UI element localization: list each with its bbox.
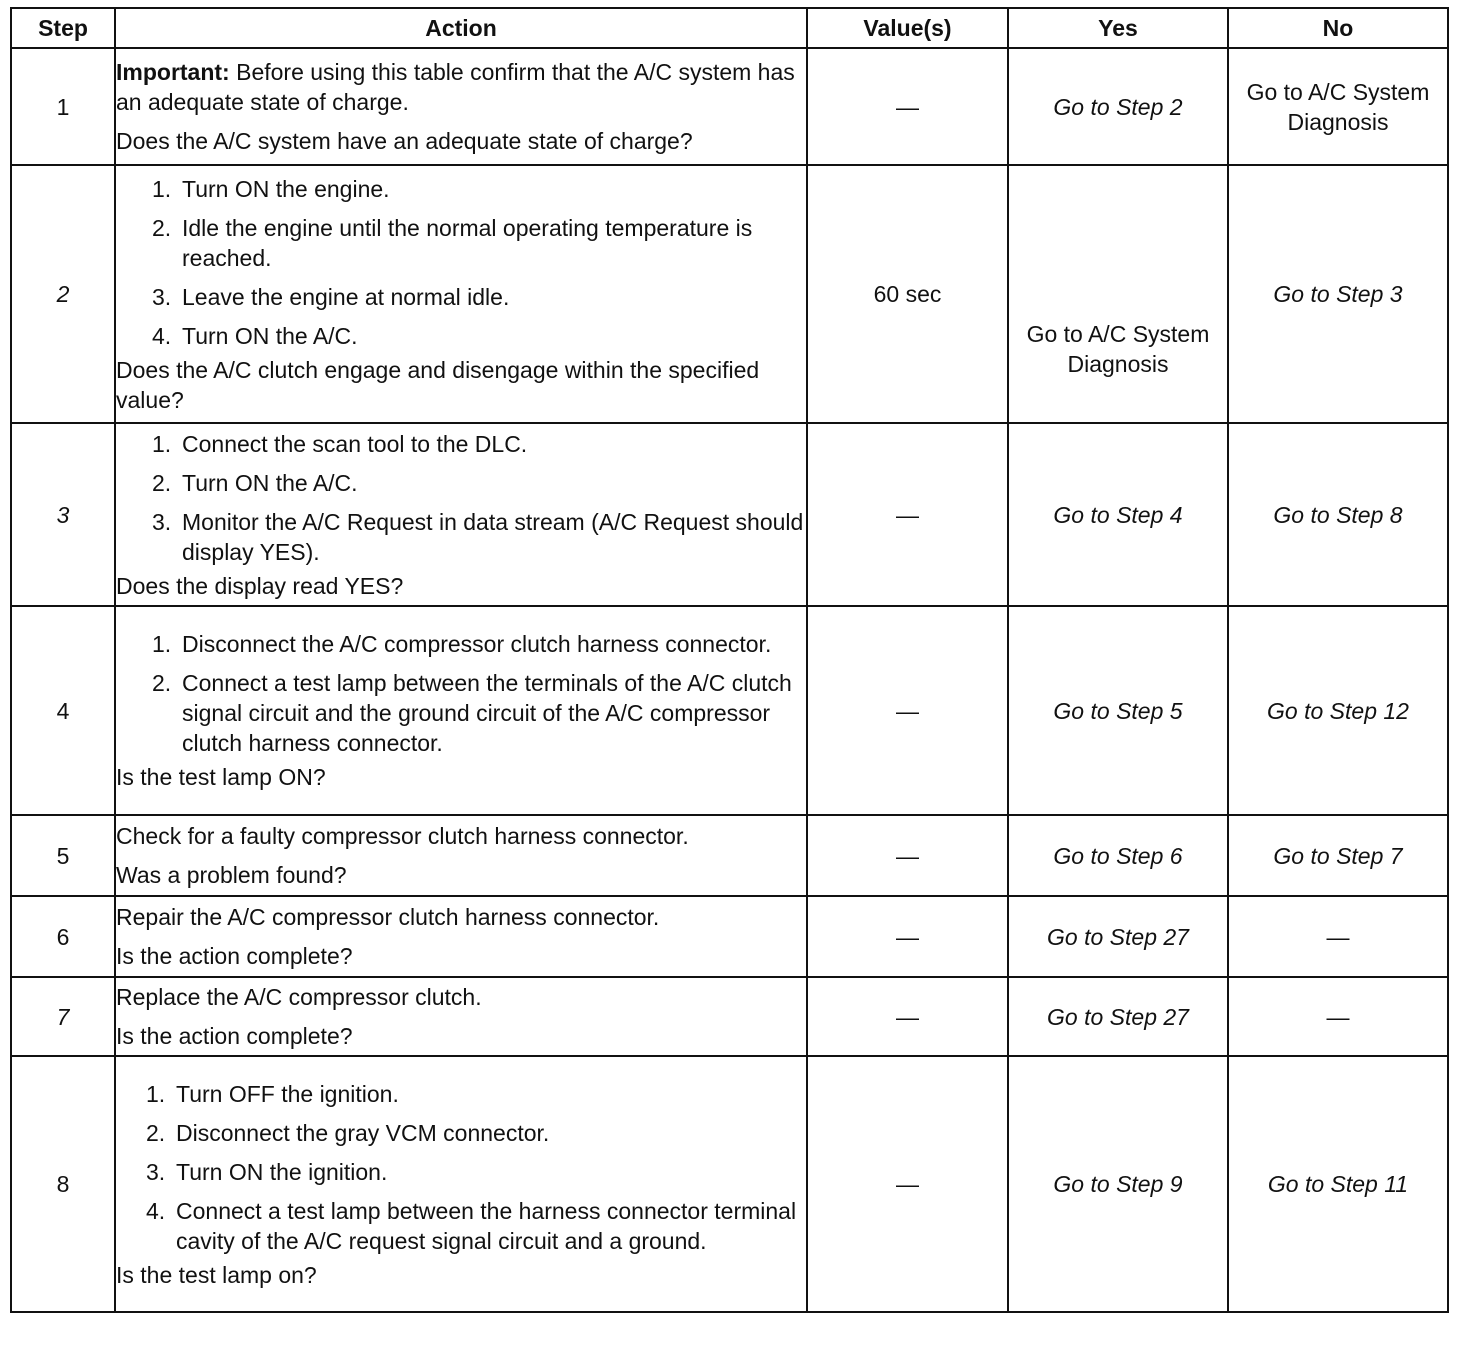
action-list [116, 429, 806, 567]
diagnostic-table [10, 7, 1449, 1313]
action-question: Does the A/C clutch engage and disengage within the specified value? [116, 356, 760, 413]
action-question: Does the A/C system have an adequate state of charge? [116, 128, 693, 154]
no-cell: Go to Step 3 [1228, 165, 1448, 423]
action-list [116, 1079, 806, 1256]
action-list [116, 629, 806, 758]
list-item: 2. Connect a test lamp between the terminals of the A/C clutch signal circuit and the ground circuit of the A/C compressor clutch harness connector. [152, 670, 792, 756]
list-item: 4. Turn ON the A/C. [152, 322, 358, 349]
important-note [116, 57, 806, 117]
step-number: 3 [11, 423, 115, 606]
action-cell [115, 48, 807, 165]
list-item: 3. Turn ON the ignition. [146, 1158, 388, 1185]
no-cell: Go to Step 12 [1228, 606, 1448, 815]
action-question: Is the test lamp ON? [116, 764, 326, 790]
action-cell [115, 815, 807, 896]
yes-cell: Go to A/C System Diagnosis [1008, 165, 1228, 423]
yes-cell: Go to Step 5 [1008, 606, 1228, 815]
action-question: Is the action complete? [116, 943, 353, 969]
list-item: 2. Disconnect the gray VCM connector. [146, 1119, 550, 1146]
action-statement: Check for a faulty compressor clutch harness connector. [116, 823, 689, 849]
header-row [11, 8, 1448, 48]
action-question: Was a problem found? [116, 862, 347, 888]
no-cell: Go to Step 7 [1228, 815, 1448, 896]
action-cell [115, 165, 807, 423]
yes-cell: Go to Step 9 [1008, 1056, 1228, 1312]
header-values: Value(s) [807, 8, 1008, 48]
table-row [11, 165, 1448, 423]
value-cell: 60 sec [807, 165, 1008, 423]
value-cell: — [807, 977, 1008, 1056]
table-row [11, 977, 1448, 1056]
table-row [11, 423, 1448, 606]
list-item: 1. Turn OFF the ignition. [146, 1080, 399, 1107]
step-number: 7 [11, 977, 115, 1056]
step-number: 1 [11, 48, 115, 165]
value-cell: — [807, 423, 1008, 606]
list-item: 1. Disconnect the A/C compressor clutch harness connector. [152, 631, 772, 657]
value-cell: — [807, 606, 1008, 815]
yes-cell: Go to Step 6 [1008, 815, 1228, 896]
action-cell [115, 606, 807, 815]
action-question: Is the action complete? [116, 1023, 353, 1049]
table-row [11, 815, 1448, 896]
step-number: 5 [11, 815, 115, 896]
list-item: 1. Turn ON the engine. [152, 175, 390, 202]
list-item: 3. Leave the engine at normal idle. [152, 283, 510, 310]
yes-cell: Go to Step 27 [1008, 896, 1228, 977]
no-cell: — [1228, 977, 1448, 1056]
header-yes: Yes [1008, 8, 1228, 48]
list-item: 1. Connect the scan tool to the DLC. [152, 430, 528, 457]
table-row [11, 1056, 1448, 1312]
action-question: Does the display read YES? [116, 572, 404, 599]
action-cell [115, 1056, 807, 1312]
important-text: Before using this table confirm that the A/C system has an adequate state of charge. [116, 59, 795, 115]
value-cell: — [807, 48, 1008, 165]
value-cell: — [807, 815, 1008, 896]
list-item: 3. Monitor the A/C Request in data stream (A/C Request should display YES). [152, 508, 804, 565]
yes-cell: Go to Step 27 [1008, 977, 1228, 1056]
action-cell [115, 977, 807, 1056]
header-action: Action [115, 8, 807, 48]
table-row [11, 896, 1448, 977]
action-statement: Replace the A/C compressor clutch. [116, 984, 482, 1010]
table-row [11, 48, 1448, 165]
important-label: Important: [116, 59, 230, 85]
no-cell: — [1228, 896, 1448, 977]
list-item: 2. Idle the engine until the normal operating temperature is reached. [152, 214, 753, 271]
step-number: 6 [11, 896, 115, 977]
list-item: 2. Turn ON the A/C. [152, 469, 358, 496]
value-cell: — [807, 1056, 1008, 1312]
table-row [11, 606, 1448, 815]
no-cell: Go to Step 11 [1228, 1056, 1448, 1312]
header-step: Step [11, 8, 115, 48]
step-number: 8 [11, 1056, 115, 1312]
action-question: Is the test lamp on? [116, 1261, 317, 1288]
list-item: 4. Connect a test lamp between the harness connector terminal cavity of the A/C request signal circuit and a ground. [146, 1197, 797, 1254]
yes-cell: Go to Step 2 [1008, 48, 1228, 165]
header-no: No [1228, 8, 1448, 48]
action-statement: Repair the A/C compressor clutch harness connector. [116, 904, 660, 930]
value-cell: — [807, 896, 1008, 977]
yes-cell: Go to Step 4 [1008, 423, 1228, 606]
action-list [116, 174, 806, 351]
action-cell [115, 896, 807, 977]
step-number: 2 [11, 165, 115, 423]
no-cell: Go to A/C System Diagnosis [1228, 48, 1448, 165]
step-number: 4 [11, 606, 115, 815]
no-cell: Go to Step 8 [1228, 423, 1448, 606]
action-cell [115, 423, 807, 606]
